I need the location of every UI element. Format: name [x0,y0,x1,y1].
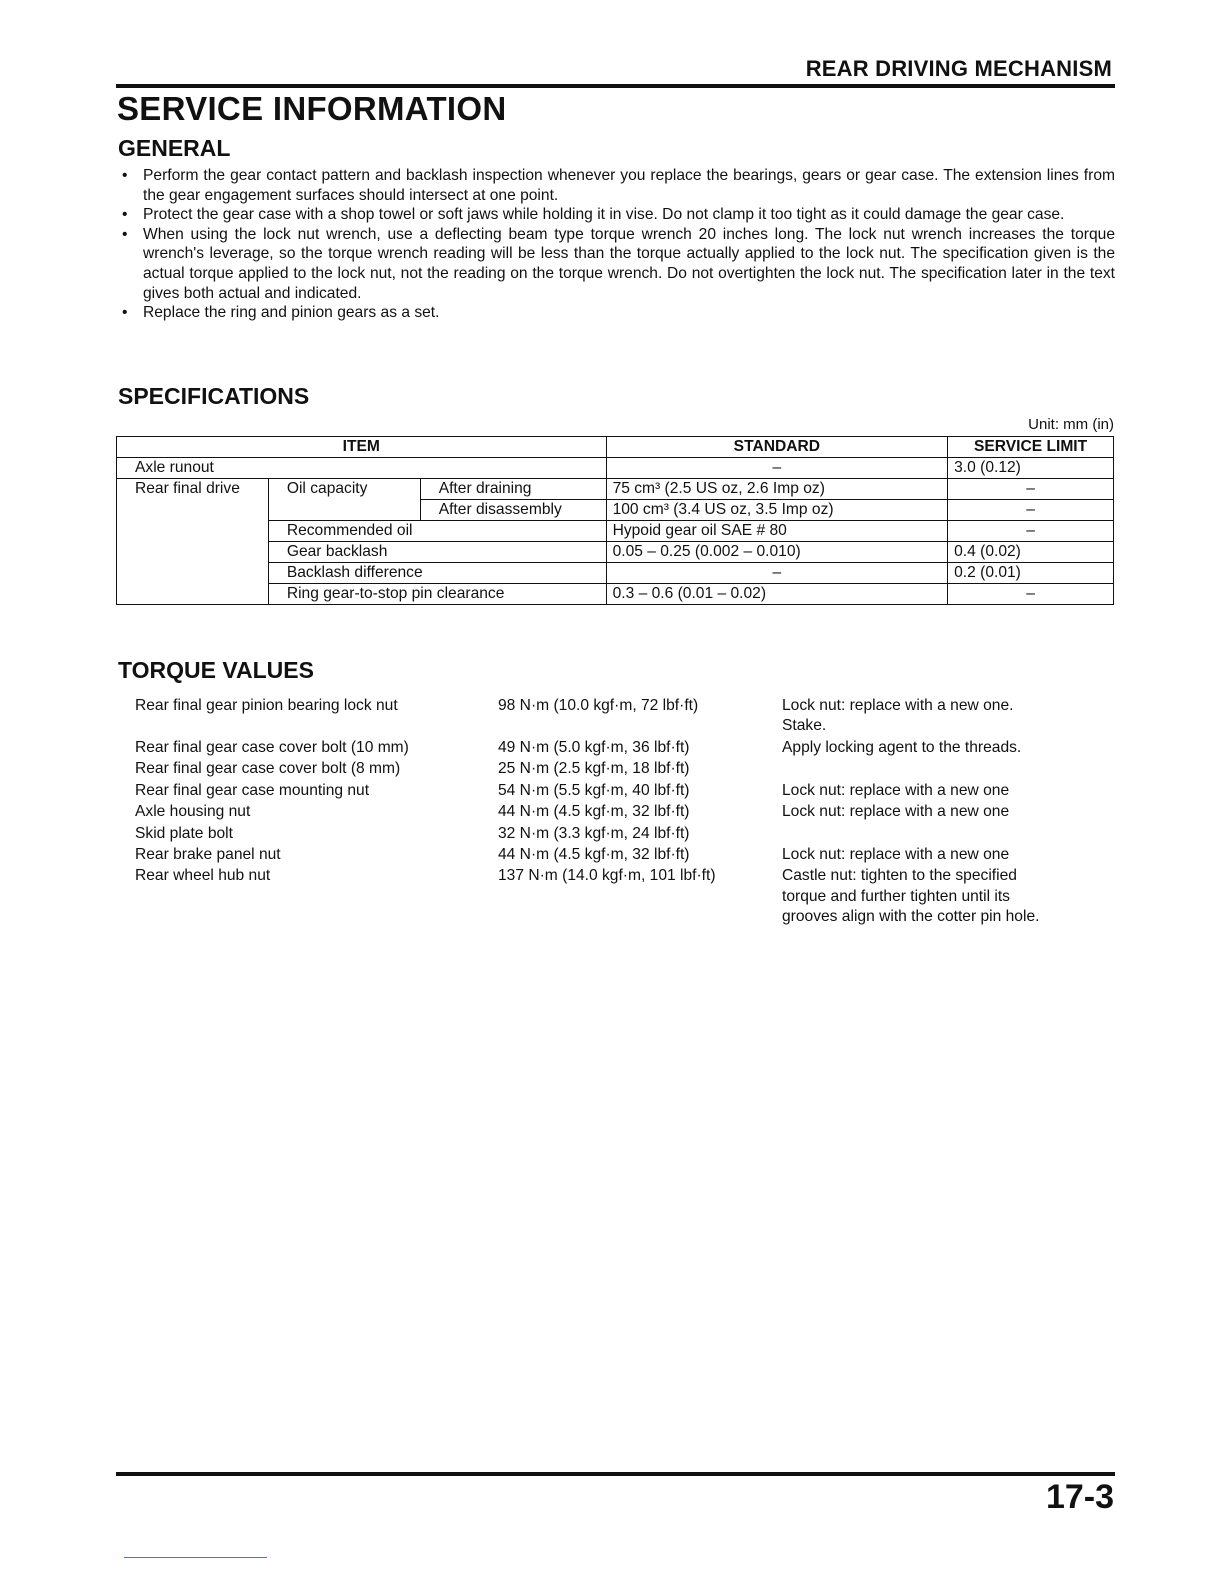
header-rule [116,84,1115,88]
torque-row [135,865,1095,929]
torque-note: Lock nut: replace with a new one [782,781,1010,799]
specifications-table [116,436,1114,605]
general-bullet-list [120,166,1115,323]
limit-cell: – [948,584,1114,605]
standard-cell: – [606,563,948,584]
column-header-service-limit: SERVICE LIMIT [948,437,1114,458]
torque-value: 49 N·m (5.0 kgf·m, 36 lbf·ft) [498,739,690,756]
torque-value: 137 N·m (14.0 kgf·m, 101 lbf·ft) [498,867,716,885]
footer-rule [116,1472,1115,1476]
torque-row [135,758,1095,779]
torque-value: 44 N·m (4.5 kgf·m, 32 lbf·ft) [498,803,690,821]
item-cell: After draining [420,479,606,500]
torque-row [135,801,1095,822]
item-cell: Axle runout [117,458,607,479]
standard-cell: 0.05 – 0.25 (0.002 – 0.010) [606,542,948,563]
general-bullet: • Replace the ring and pinion gears as a set. [120,303,1115,323]
general-bullet: • Perform the gear contact pattern and backlash inspection whenever you replace the bearings, gears or gear case. The extension lines from the gear engagement surfaces should intersect at one point. [120,166,1115,205]
torque-item: Rear final gear case cover bolt (8 mm) [135,760,401,778]
torque-item: Axle housing nut [135,803,251,821]
group-cell-rear-final-drive: Rear final drive [117,479,269,605]
standard-cell: Hypoid gear oil SAE # 80 [606,521,948,542]
torque-row [135,695,1095,737]
subgroup-cell-oil-capacity: Oil capacity [268,479,420,521]
item-cell: Gear backlash [268,542,606,563]
torque-note-line-3: grooves align with the cotter pin hole. [782,908,1040,926]
item-cell: After disassembly [420,500,606,521]
torque-values-heading: TORQUE VALUES [118,657,314,683]
torque-item: Rear final gear case cover bolt (10 mm) [135,739,409,756]
torque-item: Rear final gear pinion bearing lock nut [135,697,398,714]
torque-values-list [135,695,1095,929]
standard-cell: 100 cm³ (3.4 US oz, 3.5 Imp oz) [606,500,948,521]
limit-cell: 0.2 (0.01) [948,563,1114,584]
torque-note-line-2: torque and further tighten until its [782,887,1010,905]
item-cell: Backlash difference [268,563,606,584]
torque-item: Rear brake panel nut [135,845,281,863]
standard-cell: 75 cm³ (2.5 US oz, 2.6 Imp oz) [606,479,948,500]
table-header-row [117,437,1114,458]
torque-item: Rear final gear case mounting nut [135,781,370,799]
section-header-title: REAR DRIVING MECHANISM [805,56,1112,81]
column-header-standard: STANDARD [606,437,948,458]
scan-artifact-line [124,1557,267,1558]
torque-value: 54 N·m (5.5 kgf·m, 40 lbf·ft) [498,781,690,799]
item-cell: Ring gear-to-stop pin clearance [268,584,606,605]
torque-value: 25 N·m (2.5 kgf·m, 18 lbf·ft) [498,760,690,778]
torque-value: 44 N·m (4.5 kgf·m, 32 lbf·ft) [498,845,690,863]
torque-item: Skid plate bolt [135,824,233,842]
torque-row [135,737,1095,758]
table-row [117,479,1114,500]
general-bullet: • When using the lock nut wrench, use a deflecting beam type torque wrench 20 inches long. The lock nut wrench increases the torque wrench's leverage, so the torque wrench reading will be less than the torque actually applied to the lock nut. The specification given is the actual torque applied to the lock nut, not the reading on the torque wrench. Do not overtighten the lock nut. The specification later in the text gives both actual and indicated. [120,225,1115,303]
standard-cell: 0.3 – 0.6 (0.01 – 0.02) [606,584,948,605]
torque-note: Lock nut: replace with a new one [782,803,1010,821]
torque-row [135,844,1095,865]
torque-item: Rear wheel hub nut [135,867,271,885]
table-row [117,458,1114,479]
item-cell: Recommended oil [268,521,606,542]
general-heading: GENERAL [118,135,231,161]
column-header-item: ITEM [117,437,607,458]
limit-cell: 3.0 (0.12) [948,458,1114,479]
torque-value: 32 N·m (3.3 kgf·m, 24 lbf·ft) [498,824,690,842]
limit-cell: – [948,521,1114,542]
specifications-heading: SPECIFICATIONS [118,383,310,409]
torque-row [135,780,1095,801]
torque-note: Lock nut: replace with a new one. [782,697,1014,714]
torque-note: Castle nut: tighten to the specified [782,867,1017,885]
torque-note: Apply locking agent to the threads. [782,739,1022,756]
torque-note-line-2: Stake. [782,717,827,734]
limit-cell: – [948,500,1114,521]
page-number: 17-3 [1045,1478,1114,1516]
limit-cell: – [948,479,1114,500]
torque-row [135,823,1095,844]
page-title: SERVICE INFORMATION [117,90,507,127]
unit-label: Unit: mm (in) [1028,416,1114,433]
standard-cell: – [606,458,948,479]
general-bullet: • Protect the gear case with a shop towel or soft jaws while holding it in vise. Do not clamp it too tight as it could damage the gear case. [120,205,1115,225]
torque-note: Lock nut: replace with a new one [782,845,1010,863]
limit-cell: 0.4 (0.02) [948,542,1114,563]
torque-value: 98 N·m (10.0 kgf·m, 72 lbf·ft) [498,697,699,714]
